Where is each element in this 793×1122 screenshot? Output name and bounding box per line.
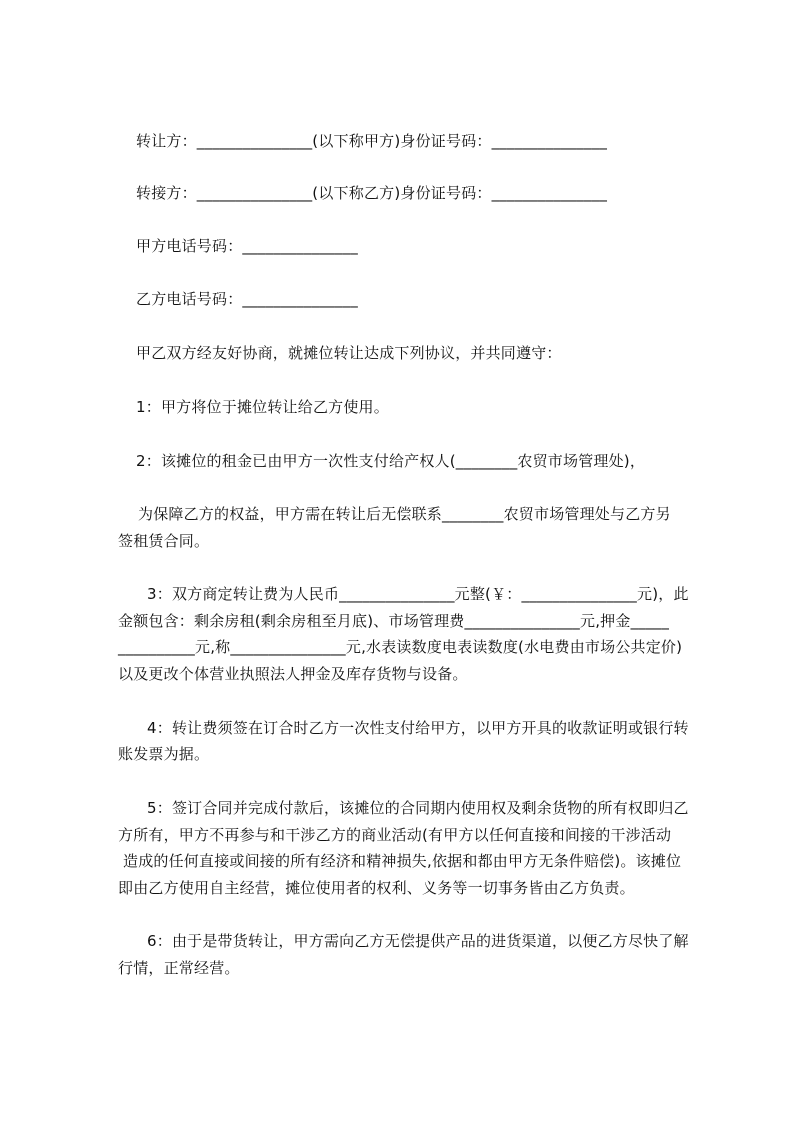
clause-5-line-4: 即由乙方使用自主经营，摊位使用者的权利、义务等一切事务皆由乙方负责。 — [118, 879, 635, 897]
agreement-intro: 甲乙双方经友好协商，就摊位转让达成下列协议，并共同遵守： — [136, 344, 562, 362]
clause-4-line-1: 4：转让费须签在订合时乙方一次性支付给甲方，以甲方开具的收款证明或银行转 — [147, 719, 689, 737]
clause-6-line-2: 行情，正常经营。 — [118, 959, 240, 977]
clause-2-line-2: 为保障乙方的权益，甲方需在转让后无偿联系________农贸市场管理处与乙方另 — [138, 505, 671, 523]
clause-3-line-3: __________元,称_______________元,水表读数度电表读数度(水电费由市场公共定价) — [118, 638, 683, 656]
clause-3-line-1: 3：双方商定转让费为人民币_______________元整(￥：_______________元)，此 — [147, 585, 689, 603]
clause-6-line-1: 6：由于是带货转让，甲方需向乙方无偿提供产品的进货渠道，以便乙方尽快了解 — [147, 932, 689, 950]
clause-4-line-2: 账发票为据。 — [118, 745, 210, 763]
clause-3-line-4: 以及更改个体营业执照法人押金及库存货物与设备。 — [118, 665, 468, 683]
clause-5-line-2: 方所有，甲方不再参与和干涉乙方的商业活动(有甲方以任何直接和间接的干涉活动 — [118, 826, 672, 844]
party-a-phone-line: 甲方电话号码：_______________ — [136, 237, 358, 255]
party-b-phone-line: 乙方电话号码：_______________ — [136, 290, 358, 308]
clause-5-line-3: 造成的任何直接或间接的所有经济和精神损失,依据和都由甲方无条件赔偿)。该摊位 — [123, 852, 682, 870]
transferee-line: 转接方：_______________(以下称乙方)身份证号码：_______________ — [136, 184, 608, 202]
clause-5-line-1: 5：签订合同并完成付款后，该摊位的合同期内使用权及剩余货物的所有权即归乙 — [147, 799, 689, 817]
clause-1: 1：甲方将位于摊位转让给乙方使用。 — [136, 398, 389, 416]
clause-2-line-1: 2：该摊位的租金已由甲方一次性支付给产权人(________农贸市场管理处)， — [136, 452, 646, 470]
clause-2-line-3: 签租赁合同。 — [118, 532, 210, 550]
transferor-line: 转让方：_______________(以下称甲方)身份证号码：_______________ — [136, 132, 608, 150]
clause-3-line-2: 金额包含：剩余房租(剩余房租至月底)、市场管理费_______________元,押金_____ — [118, 612, 670, 630]
